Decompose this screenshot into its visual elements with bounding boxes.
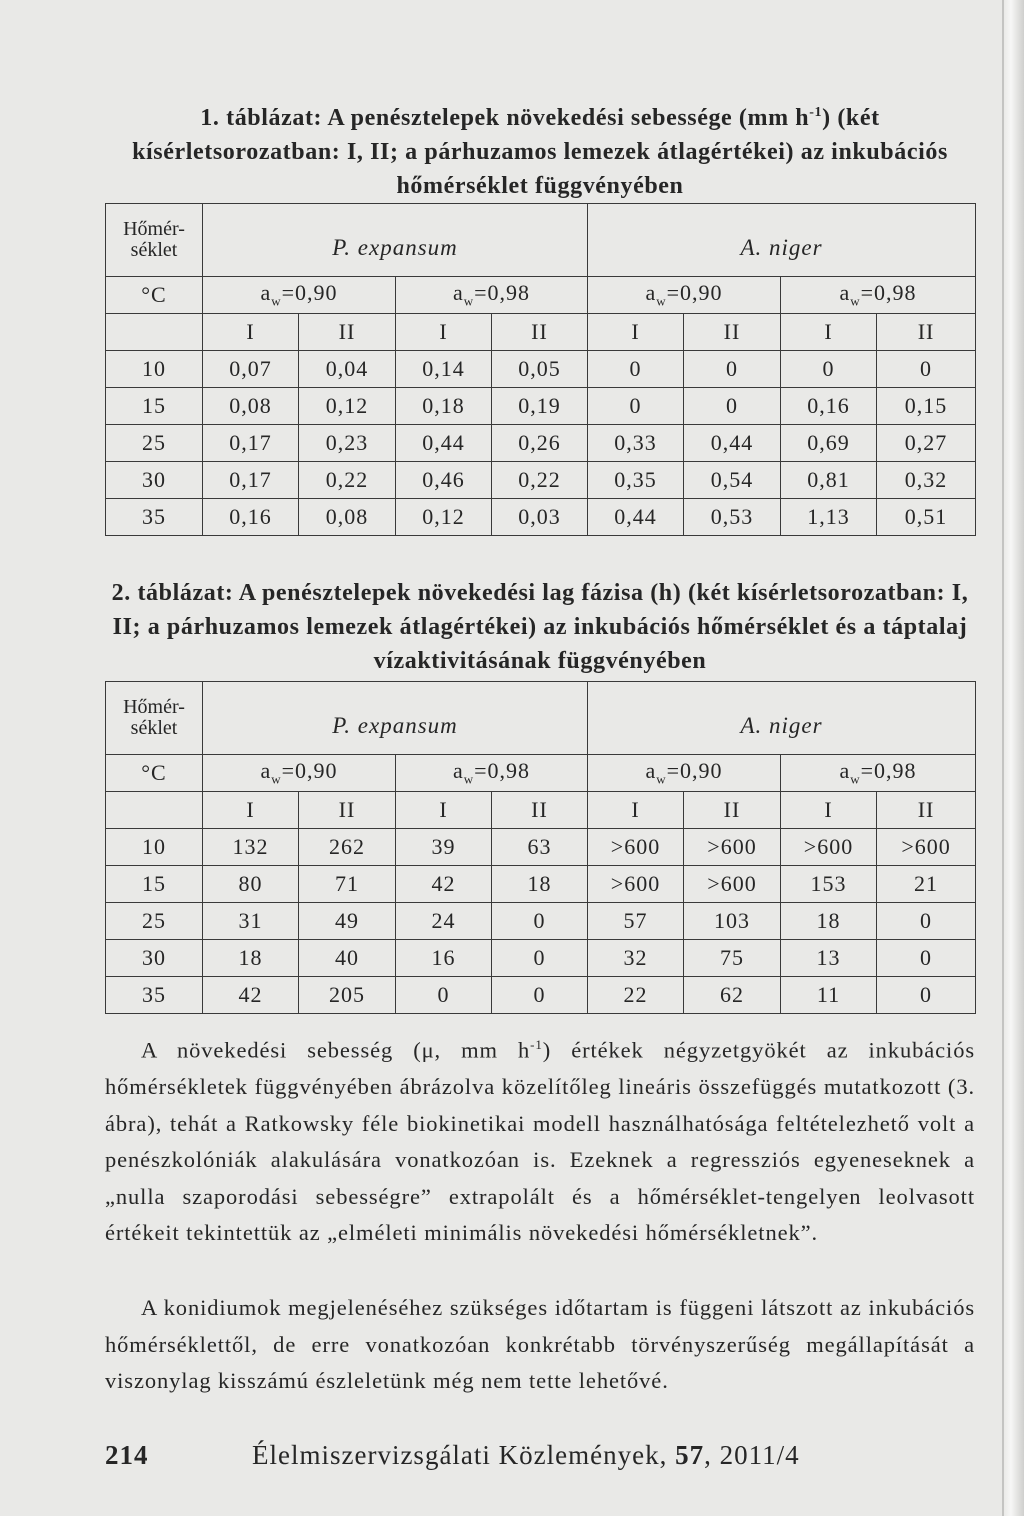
value-cell: 0,44 [684,425,781,462]
replicate-header: I [396,314,492,351]
aw-header: $a_w=0,90$ [203,755,396,792]
temperature-header: Hőmér- séklet [106,682,203,755]
table-row [106,829,976,866]
value-cell: 24 [396,903,492,940]
value-cell: 0 [877,351,976,388]
value-cell: 0,16 [781,388,877,425]
temperature-cell: 15 [106,388,203,425]
value-cell: 40 [299,940,396,977]
table2-aw-row [106,755,976,792]
aw-header: $a_w=0,98$ [396,755,588,792]
value-cell: 11 [781,977,877,1014]
value-cell: 0 [781,351,877,388]
value-cell: 0 [492,903,588,940]
value-cell: 0,23 [299,425,396,462]
replicate-header: II [877,314,976,351]
value-cell: 0 [396,977,492,1014]
value-cell: 22 [588,977,684,1014]
value-cell: 1,13 [781,499,877,536]
table-row [106,940,976,977]
table1-caption: 1. táblázat: A penésztelepek növekedési sebessége (mm $h^{-1}$) (két kísérletsorozatban: I, II; a párhuzamos lemezek átlagértékei) az inkubációs hőmérséklet függvényében [132,105,948,199]
table2-header-row [106,682,976,755]
replicate-header: II [492,314,588,351]
value-cell: 0,69 [781,425,877,462]
table-row [106,866,976,903]
table-row [106,499,976,536]
value-cell: 0,22 [299,462,396,499]
temperature-cell: 35 [106,977,203,1014]
temperature-cell: 30 [106,940,203,977]
temperature-cell: 10 [106,829,203,866]
table1-replicate-row [106,314,976,351]
page-edge-line [1002,0,1004,1516]
replicate-header: II [299,314,396,351]
table-row [106,425,976,462]
replicate-header: I [203,314,299,351]
value-cell: 0,19 [492,388,588,425]
temperature-cell: 10 [106,351,203,388]
value-cell: >600 [684,866,781,903]
value-cell: 0,15 [877,388,976,425]
value-cell: 0 [877,977,976,1014]
unit-cell: °C [106,755,203,792]
value-cell: 0 [492,940,588,977]
species-header-a-niger: A. niger [588,204,976,277]
value-cell: 75 [684,940,781,977]
aw-header: $a_w=0,90$ [203,277,396,314]
value-cell: 0 [877,940,976,977]
species-header-p-expansum: P. expansum [203,682,588,755]
value-cell: 57 [588,903,684,940]
value-cell: 21 [877,866,976,903]
value-cell: 205 [299,977,396,1014]
value-cell: 0,51 [877,499,976,536]
empty-cell [106,314,203,351]
body-paragraph-2: A konidiumok megjelenéséhez szükséges időtartam is függeni látszott az inkubációs hőmérséklettől, de erre vonatkozóan konkrétabb törvényszerűség megállapítását a viszonylag kisszámú észleletünk még nem tette lehetővé. [105,1295,975,1393]
value-cell: 49 [299,903,396,940]
value-cell: 0,17 [203,425,299,462]
value-cell: 0,16 [203,499,299,536]
aw-header: $a_w=0,90$ [588,755,781,792]
value-cell: 42 [396,866,492,903]
species-header-a-niger: A. niger [588,682,976,755]
replicate-header: I [203,792,299,829]
species-header-p-expansum: P. expansum [203,204,588,277]
aw-header: $a_w=0,98$ [396,277,588,314]
empty-cell [106,792,203,829]
table1-aw-row [106,277,976,314]
replicate-header: II [299,792,396,829]
replicate-header: II [684,792,781,829]
value-cell: >600 [588,866,684,903]
value-cell: 0 [684,388,781,425]
unit-cell: °C [106,277,203,314]
value-cell: 18 [492,866,588,903]
temperature-cell: 25 [106,903,203,940]
aw-header: $a_w=0,98$ [781,277,976,314]
value-cell: >600 [684,829,781,866]
value-cell: 0 [684,351,781,388]
table2-body [106,829,976,1014]
value-cell: >600 [877,829,976,866]
table-row [106,462,976,499]
replicate-header: I [588,792,684,829]
table1-header-row [106,204,976,277]
body-paragraph-1: A növekedési sebesség (μ, mm $h^{-1}$) értékek négyzetgyökét az inkubációs hőmérsékletek függvényében ábrázolva közelítőleg lineáris összefüggés mutatkozott (3. ábra), tehát a Ratkowsky féle biokinetikai modell használhatósága feltételezhető volt a penészkolóniák alakulására vonatkozóan is. Ezeknek a regressziós egyeneseknek a „nulla szaporodási sebességre” extrapolált és a hőmérséklet-tengelyen leolvasott értékeit tekintettük az „elméleti minimális növekedési hőmérsékletnek”. [105,1037,975,1245]
table2-caption: 2. táblázat: A penésztelepek növekedési lag fázisa (h) (két kísérletsorozatban: I, II; a párhuzamos lemezek átlagértékei) az inkubációs hőmérséklet és a táptalaj vízaktivitásának függvényében [111,580,969,674]
table1-body [106,351,976,536]
value-cell: 0,35 [588,462,684,499]
value-cell: 0,26 [492,425,588,462]
temperature-cell: 25 [106,425,203,462]
value-cell: 0,12 [396,499,492,536]
value-cell: 80 [203,866,299,903]
value-cell: >600 [588,829,684,866]
value-cell: 31 [203,903,299,940]
value-cell: 62 [684,977,781,1014]
value-cell: 0,32 [877,462,976,499]
value-cell: >600 [781,829,877,866]
value-cell: 0,18 [396,388,492,425]
aw-header: $a_w=0,98$ [781,755,976,792]
table-row [106,903,976,940]
value-cell: 0,54 [684,462,781,499]
table2-replicate-row [106,792,976,829]
value-cell: 0 [877,903,976,940]
value-cell: 153 [781,866,877,903]
temperature-cell: 35 [106,499,203,536]
value-cell: 103 [684,903,781,940]
value-cell: 0 [492,977,588,1014]
value-cell: 16 [396,940,492,977]
value-cell: 13 [781,940,877,977]
value-cell: 0,12 [299,388,396,425]
value-cell: 18 [203,940,299,977]
value-cell: 0,03 [492,499,588,536]
value-cell: 0,81 [781,462,877,499]
temperature-cell: 30 [106,462,203,499]
replicate-header: I [396,792,492,829]
journal-citation: Élelmiszervizsgálati Közlemények, 57, 2011/4 [252,1440,800,1470]
value-cell: 0,05 [492,351,588,388]
table-row [106,388,976,425]
value-cell: 0,44 [396,425,492,462]
value-cell: 39 [396,829,492,866]
value-cell: 71 [299,866,396,903]
value-cell: 0,08 [203,388,299,425]
value-cell: 0,53 [684,499,781,536]
replicate-header: II [492,792,588,829]
value-cell: 0 [588,351,684,388]
value-cell: 0,44 [588,499,684,536]
value-cell: 0,33 [588,425,684,462]
value-cell: 0,04 [299,351,396,388]
value-cell: 0,14 [396,351,492,388]
temperature-cell: 15 [106,866,203,903]
value-cell: 0,08 [299,499,396,536]
value-cell: 262 [299,829,396,866]
replicate-header: I [781,314,877,351]
replicate-header: I [588,314,684,351]
value-cell: 0,07 [203,351,299,388]
table-row [106,351,976,388]
replicate-header: II [684,314,781,351]
value-cell: 42 [203,977,299,1014]
temperature-header: Hőmér- séklet [106,204,203,277]
value-cell: 18 [781,903,877,940]
value-cell: 0,27 [877,425,976,462]
value-cell: 32 [588,940,684,977]
replicate-header: I [781,792,877,829]
aw-header: $a_w=0,90$ [588,277,781,314]
value-cell: 132 [203,829,299,866]
table2 [105,681,976,1014]
value-cell: 0,22 [492,462,588,499]
table-row [106,977,976,1014]
page-edge [1002,0,1024,1516]
value-cell: 0 [588,388,684,425]
replicate-header: II [877,792,976,829]
value-cell: 0,46 [396,462,492,499]
table1 [105,203,976,536]
value-cell: 63 [492,829,588,866]
value-cell: 0,17 [203,462,299,499]
page-number: 214 [105,1440,149,1470]
